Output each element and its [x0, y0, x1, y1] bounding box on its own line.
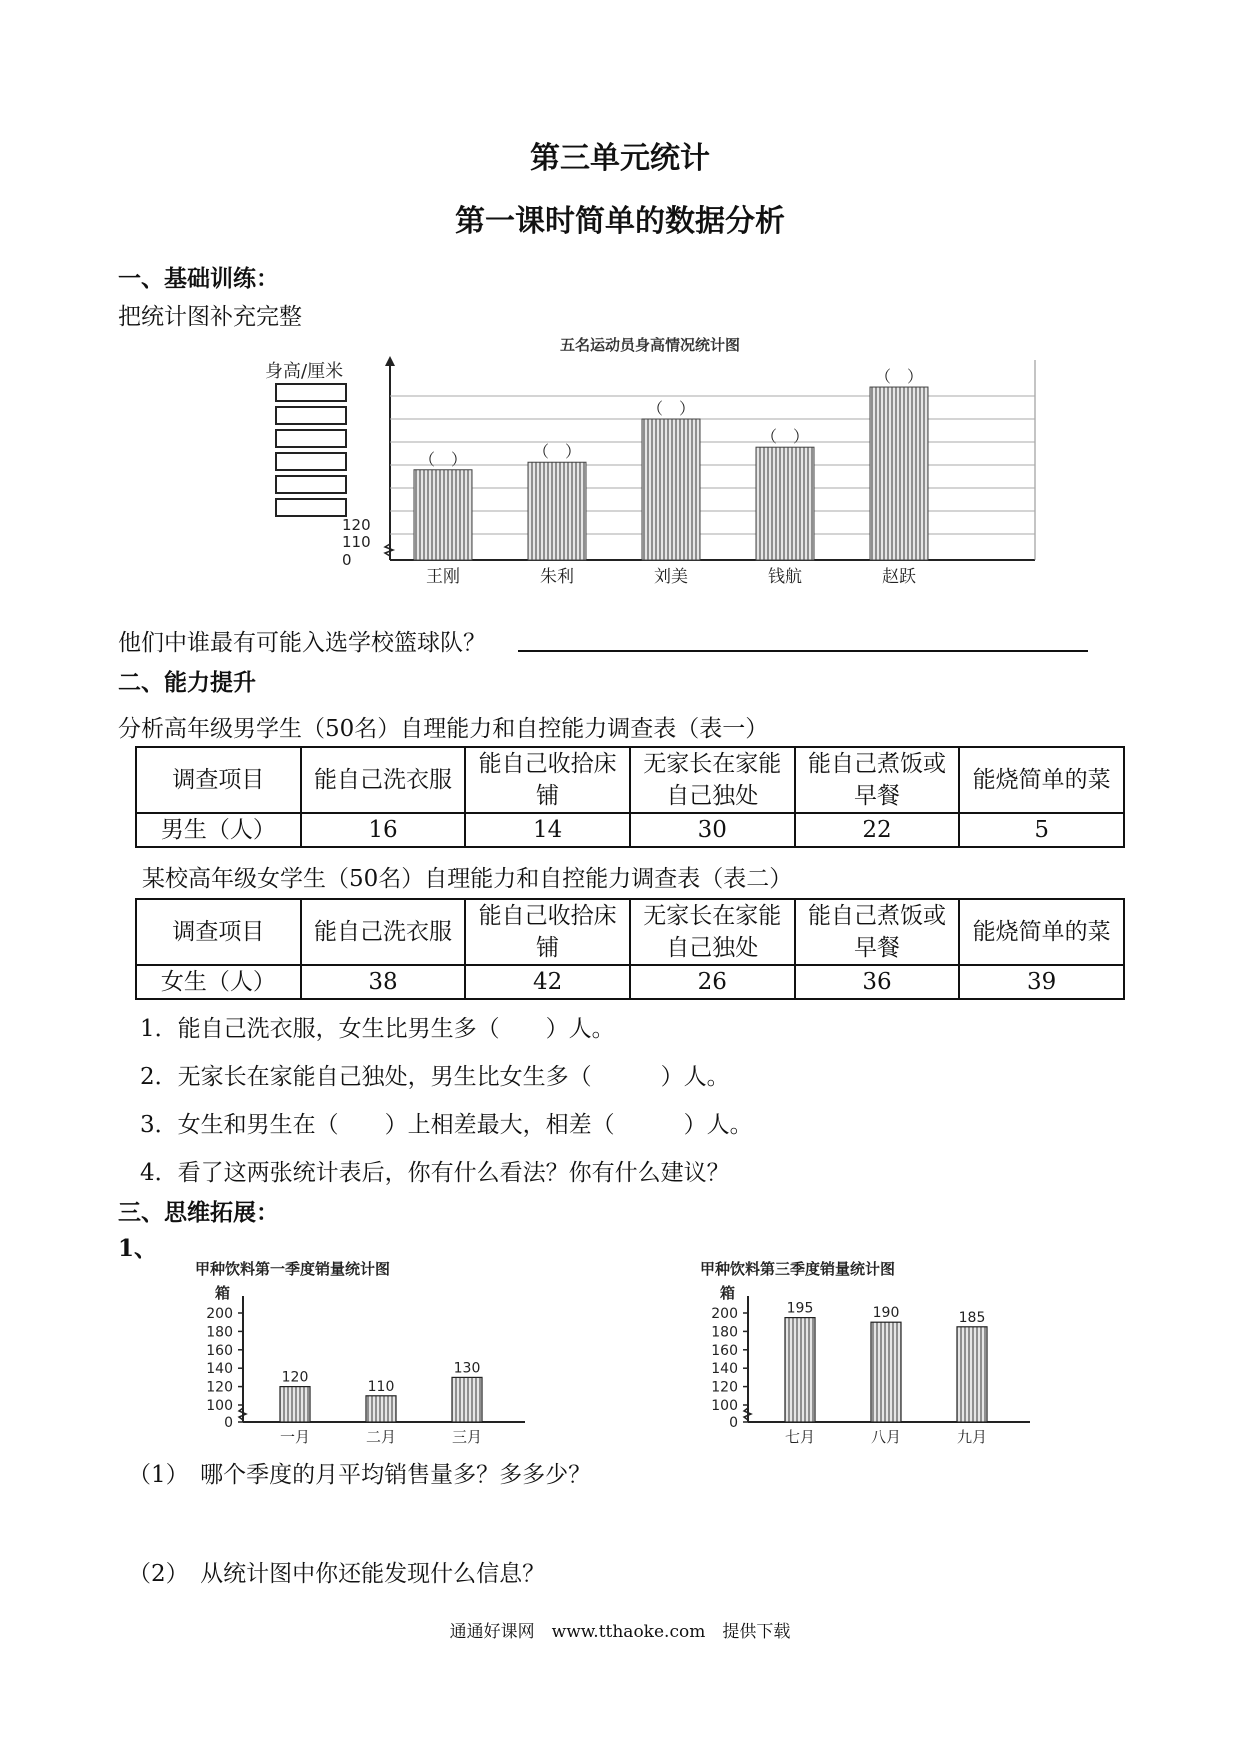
chart-title: 五名运动员身高情况统计图 — [559, 336, 741, 354]
table-cell: 16 — [301, 813, 466, 847]
bar — [366, 1396, 396, 1422]
table-cell: 36 — [795, 965, 960, 999]
y-axis-label: 身高/厘米 — [265, 361, 344, 382]
blank-tick-box — [276, 384, 346, 401]
table2-caption: 某校高年级女学生（50名）自理能力和自控能力调查表（表二） — [142, 866, 793, 892]
x-tick-label: 王刚 — [426, 567, 460, 587]
section2-heading: 二、能力提升 — [118, 669, 256, 696]
y-tick-label: 120 — [711, 1379, 738, 1396]
y-axis-arrow — [385, 356, 395, 366]
table-cell: 39 — [959, 965, 1124, 999]
table-row — [136, 813, 1124, 847]
answer-line[interactable] — [518, 650, 1088, 652]
table-row — [136, 965, 1124, 999]
bar — [785, 1318, 815, 1422]
page-title: 第三单元统计 — [530, 141, 710, 176]
section3-question-1: （1） 哪个季度的月平均销售量多？多多少？ — [128, 1462, 592, 1488]
header-cell: 无家长在家能自己独处 — [630, 747, 795, 813]
data-label: 190 — [872, 1305, 900, 1322]
blank-tick-box — [276, 499, 346, 516]
header-cell: 能烧简单的菜 — [959, 747, 1124, 813]
x-tick-label: 二月 — [365, 1428, 397, 1446]
question-2: 2．无家长在家能自己独处，男生比女生多（ ）人。 — [140, 1064, 730, 1090]
section3-question-2: （2） 从统计图中你还能发现什么信息？ — [128, 1561, 546, 1587]
boys-survey-table — [135, 746, 1125, 848]
y-tick-label: 110 — [342, 533, 371, 551]
section3-heading: 三、思维拓展： — [118, 1199, 279, 1226]
row-label: 女生（人） — [136, 965, 301, 999]
bar-blank-label: （ ） — [532, 442, 582, 462]
x-tick-label: 朱利 — [540, 567, 574, 587]
bar — [528, 462, 586, 560]
data-label: 130 — [453, 1360, 481, 1377]
y-tick-label: 0 — [729, 1415, 738, 1431]
table-header-row — [136, 899, 1124, 965]
bar — [642, 419, 700, 560]
chart-title: 甲种饮料第一季度销量统计图 — [195, 1260, 391, 1278]
x-tick-label: 七月 — [784, 1428, 816, 1446]
y-tick-label: 0 — [224, 1415, 233, 1431]
bar-blank-label: （ ） — [418, 449, 468, 469]
header-cell: 调查项目 — [136, 747, 301, 813]
y-tick-label: 160 — [206, 1342, 233, 1359]
y-tick-label: 200 — [711, 1306, 738, 1322]
bar — [756, 447, 814, 560]
y-axis-label: 箱 — [720, 1284, 736, 1302]
y-tick-label: 200 — [206, 1306, 233, 1322]
x-tick-label: 赵跃 — [882, 567, 916, 587]
bar — [871, 1322, 901, 1422]
girls-survey-table — [135, 898, 1125, 1000]
y-tick-label: 140 — [711, 1361, 738, 1378]
bar-blank-label: （ ） — [874, 367, 924, 387]
y-tick-label: 0 — [342, 551, 352, 569]
y-tick-label: 160 — [711, 1342, 738, 1359]
question-1: 1．能自己洗衣服，女生比男生多（ ）人。 — [140, 1016, 615, 1042]
y-tick-label: 100 — [206, 1398, 233, 1414]
section1-instruction: 把统计图补充完整 — [118, 304, 302, 330]
chart-title: 甲种饮料第三季度销量统计图 — [700, 1260, 896, 1278]
bar — [280, 1387, 310, 1422]
y-tick-label: 180 — [711, 1324, 738, 1341]
table-cell: 22 — [795, 813, 960, 847]
x-tick-label: 钱航 — [768, 567, 802, 587]
table1-caption: 分析高年级男学生（50名）自理能力和自控能力调查表（表一） — [118, 716, 769, 742]
bar — [414, 470, 472, 560]
header-cell: 能自己收拾床铺 — [465, 899, 630, 965]
y-tick-label: 140 — [206, 1361, 233, 1378]
header-cell: 能烧简单的菜 — [959, 899, 1124, 965]
question-3: 3．女生和男生在（ ）上相差最大，相差（ ）人。 — [140, 1112, 753, 1138]
header-cell: 能自己煮饭或早餐 — [795, 747, 960, 813]
bar-blank-label: （ ） — [646, 399, 696, 418]
y-tick-label: 180 — [206, 1324, 233, 1341]
header-cell: 能自己洗衣服 — [301, 747, 466, 813]
data-label: 195 — [786, 1300, 814, 1317]
section1-question: 他们中谁最有可能入选学校篮球队？ — [118, 630, 486, 656]
question-4: 4．看了这两张统计表后，你有什么看法？你有什么建议？ — [140, 1160, 730, 1186]
blank-tick-box — [276, 453, 346, 470]
x-tick-label: 一月 — [279, 1428, 311, 1446]
q1-sales-chart — [195, 1256, 595, 1446]
table-cell: 38 — [301, 965, 466, 999]
x-tick-label: 刘美 — [654, 567, 688, 587]
blank-tick-box — [276, 407, 346, 424]
blank-tick-box — [276, 476, 346, 493]
bar — [957, 1327, 987, 1422]
table-cell: 5 — [959, 813, 1124, 847]
table-cell: 14 — [465, 813, 630, 847]
header-cell: 能自己收拾床铺 — [465, 747, 630, 813]
header-cell: 能自己煮饭或早餐 — [795, 899, 960, 965]
y-tick-label: 120 — [206, 1379, 233, 1396]
y-axis-label: 箱 — [215, 1284, 231, 1302]
data-label: 110 — [367, 1378, 395, 1395]
header-cell: 无家长在家能自己独处 — [630, 899, 795, 965]
bar — [870, 387, 928, 560]
table-cell: 26 — [630, 965, 795, 999]
header-cell: 调查项目 — [136, 899, 301, 965]
x-tick-label: 九月 — [956, 1428, 988, 1446]
table-cell: 42 — [465, 965, 630, 999]
bar — [452, 1377, 482, 1422]
y-tick-label: 100 — [711, 1398, 738, 1414]
data-label: 120 — [281, 1369, 309, 1386]
table-cell: 30 — [630, 813, 795, 847]
table-header-row — [136, 747, 1124, 813]
x-tick-label: 八月 — [870, 1428, 902, 1446]
section1-heading: 一、基础训练： — [118, 265, 279, 292]
page-subtitle: 第一课时简单的数据分析 — [455, 204, 785, 239]
row-label: 男生（人） — [136, 813, 301, 847]
section3-item: 1、 — [118, 1235, 158, 1262]
x-tick-label: 三月 — [451, 1428, 483, 1446]
y-tick-label: 120 — [342, 516, 371, 534]
footer: 通通好课网 www.tthaoke.com 提供下载 — [449, 1622, 791, 1642]
bar-blank-label: （ ） — [760, 427, 810, 447]
data-label: 185 — [958, 1309, 986, 1326]
blank-tick-box — [276, 430, 346, 447]
header-cell: 能自己洗衣服 — [301, 899, 466, 965]
height-chart — [255, 332, 1045, 587]
q3-sales-chart — [700, 1256, 1100, 1446]
